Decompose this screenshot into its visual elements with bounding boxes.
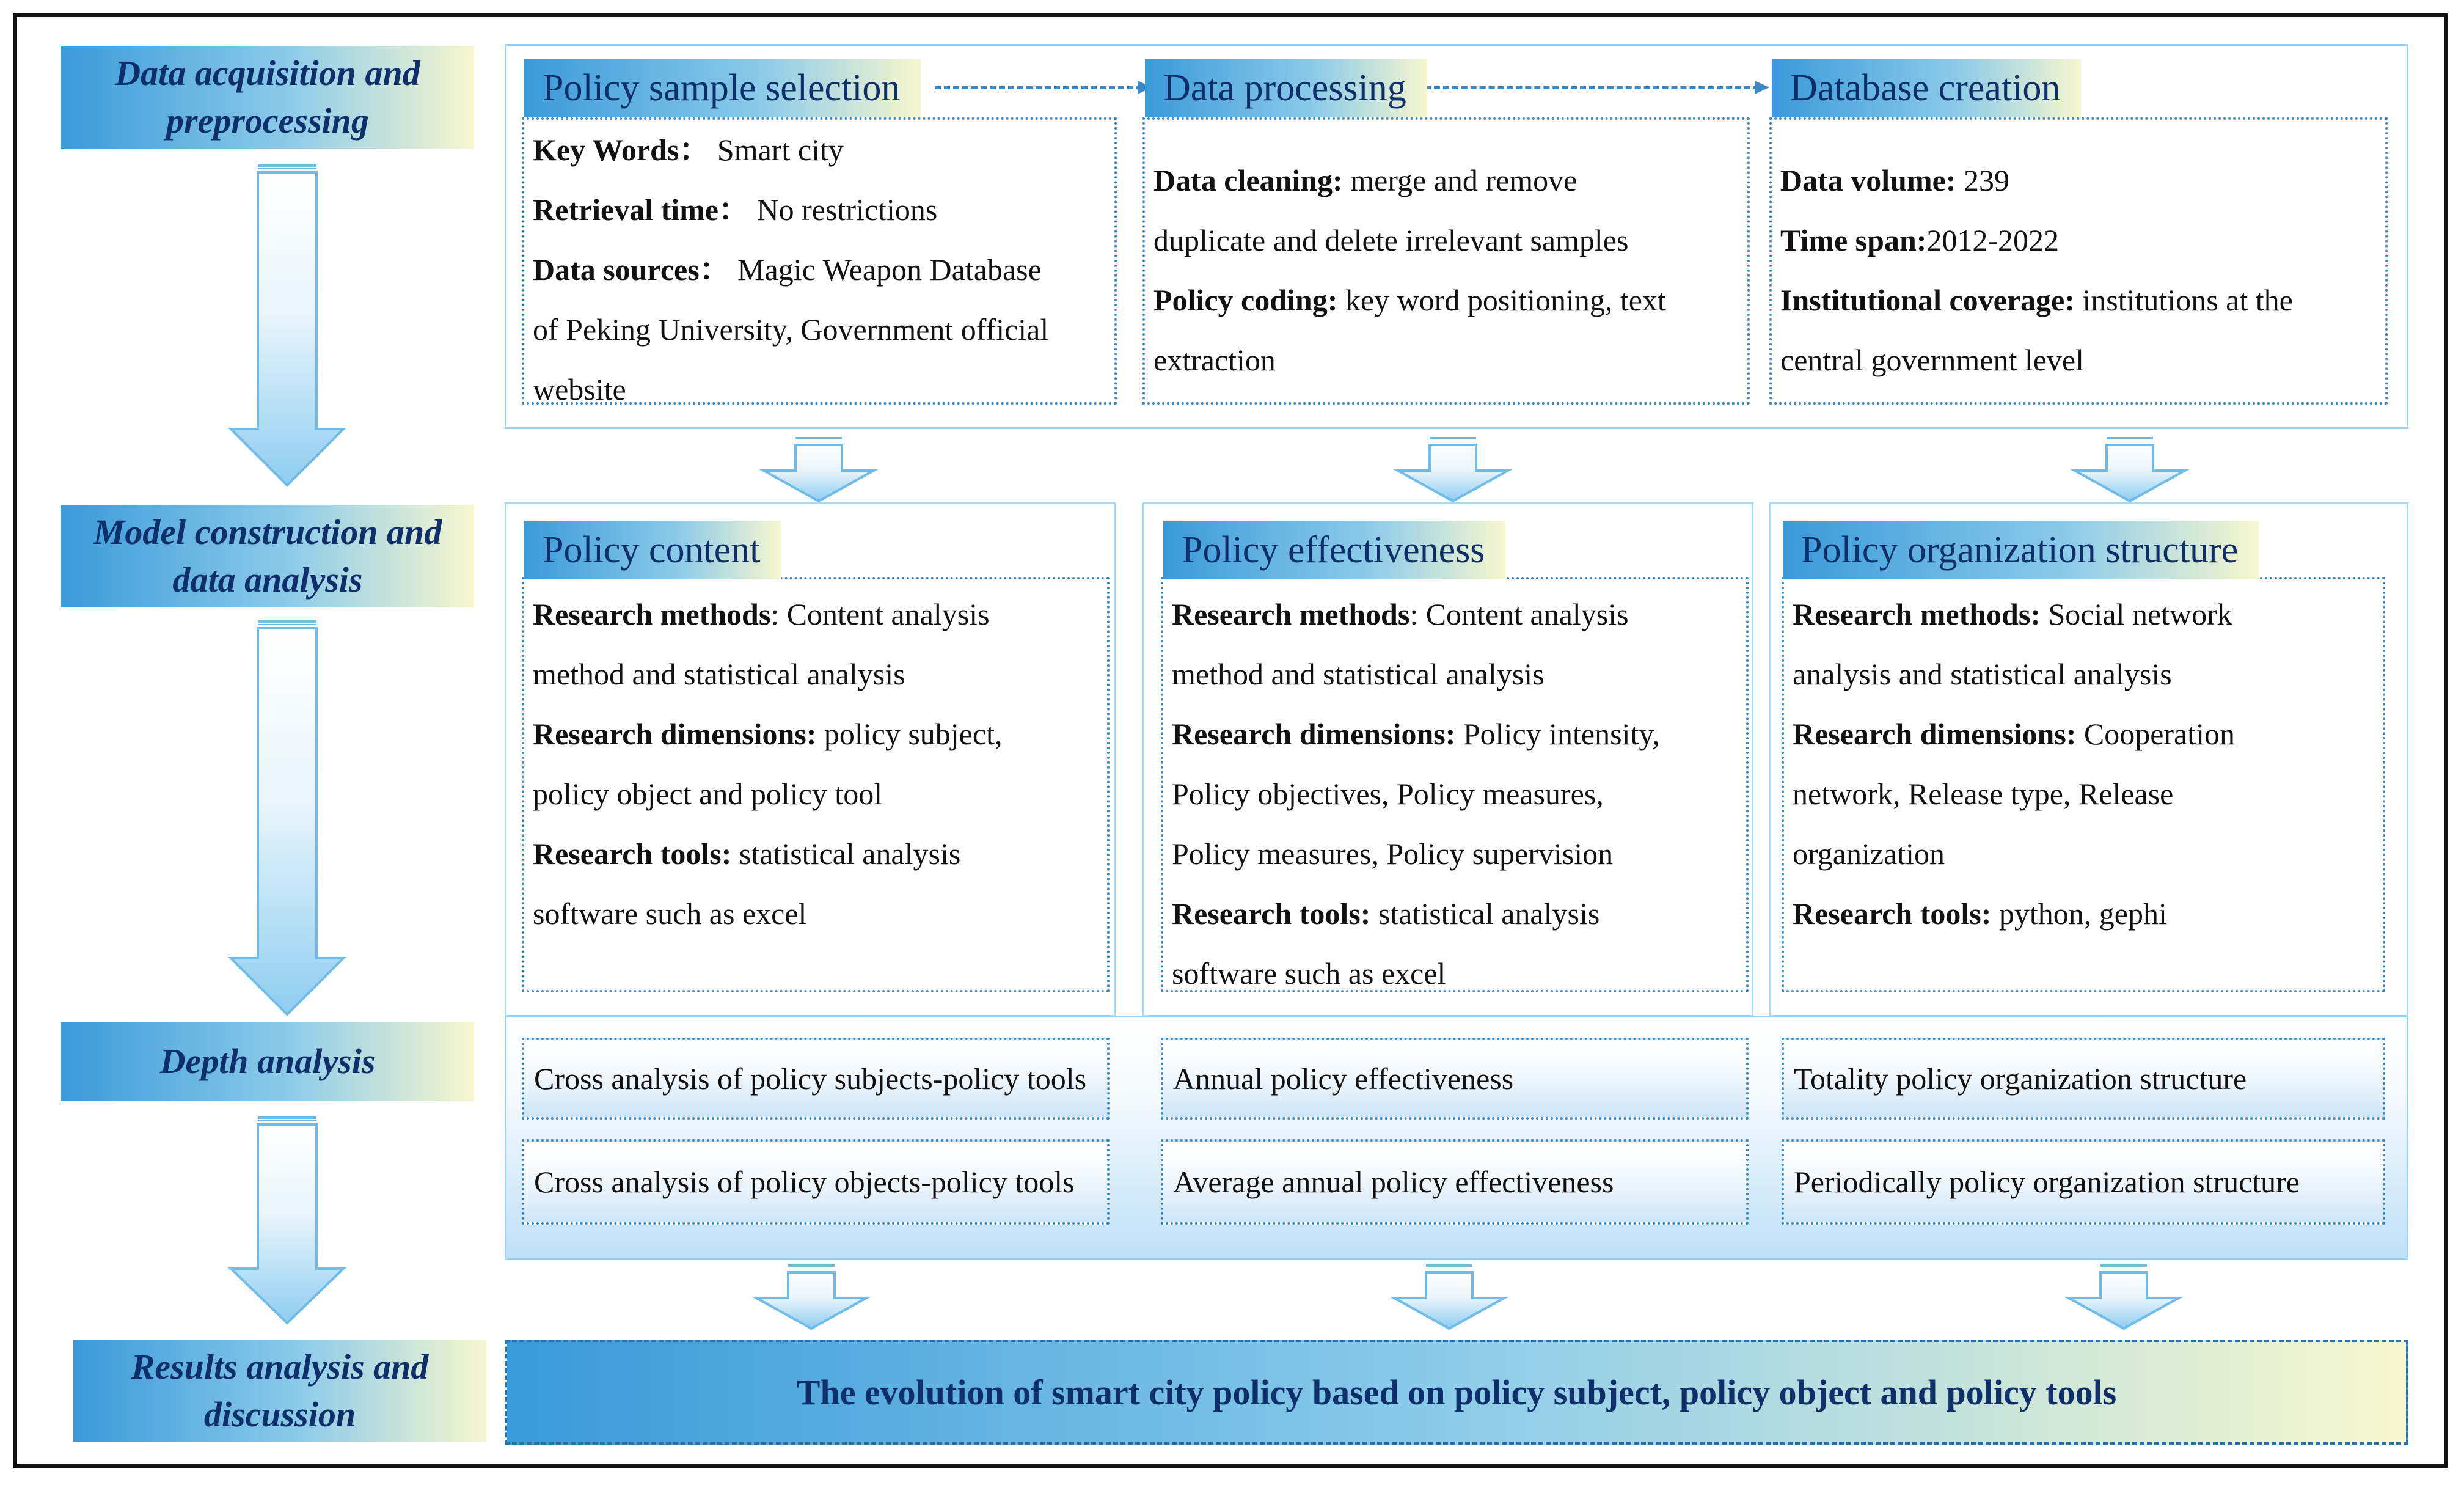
label: Research methods [1172,597,1410,631]
label: Research dimensions: [1172,717,1456,751]
depth-item-label: Totality policy organization structure [1794,1062,2247,1096]
stage-data-acquisition [61,46,474,148]
value: Policy measures, Policy supervision [1172,837,1614,871]
down-arrow-icon [750,1260,872,1332]
value: 239 [1956,163,2009,197]
depth-item-label: Annual policy effectiveness [1173,1062,1514,1096]
value: policy subject, [816,717,1003,751]
value: Smart city [709,133,844,167]
depth-item [522,1038,1110,1120]
dash-connector [935,86,1142,89]
value: central government level [1780,343,2084,377]
depth-item-label: Cross analysis of policy subjects-policy tools [534,1062,1087,1096]
value: network, Release type, Release [1793,777,2174,811]
label: Data cleaning: [1153,163,1343,197]
database-creation-text [1780,150,2379,390]
value: extraction [1153,343,1276,377]
value: of Peking University, Government official [533,312,1049,346]
value: key word positioning, text [1337,283,1666,317]
policy-content-header: Policy content [524,521,781,579]
value: software such as excel [533,897,807,931]
label: Research tools: [533,837,732,871]
value: : Content analysis [1409,597,1629,631]
value: Magic Weapon Database [729,252,1042,287]
stage-label: Depth analysis [159,1041,376,1081]
stage-label: Model construction and data analysis [93,512,442,600]
label: Retrieval time： [533,193,750,227]
policy-organization-text [1793,584,2379,944]
value: python, gephi [1991,897,2167,931]
down-arrow-icon [226,616,348,1019]
label: Research dimensions: [1793,717,2077,751]
value: analysis and statistical analysis [1793,657,2172,691]
label: Data volume: [1780,163,1956,197]
depth-item [522,1139,1110,1225]
value: No restrictions [749,193,938,227]
value: institutions at the [2074,283,2293,317]
down-arrow-icon [226,160,348,490]
result-box [505,1340,2408,1445]
down-arrow-icon [758,433,880,505]
value: Policy intensity, [1455,717,1660,751]
depth-item-label: Periodically policy organization structure [1794,1165,2300,1199]
label: Data sources： [533,252,730,287]
value: Social network [2040,597,2232,631]
down-arrow-icon [226,1112,348,1326]
label: Research methods [533,597,771,631]
sample-selection-text [533,120,1107,419]
value: statistical analysis [731,837,961,871]
stage-results [73,1340,486,1442]
value: policy object and policy tool [533,777,883,811]
down-arrow-icon [1392,433,1514,505]
label: Time span: [1780,223,1927,257]
database-creation-header: Database creation [1772,59,2081,117]
value: Policy objectives, Policy measures, [1172,777,1604,811]
value: statistical analysis [1370,897,1600,931]
stage-depth-analysis [61,1022,474,1101]
dash-connector [1425,86,1760,89]
policy-effectiveness-text [1172,584,1740,1003]
value: method and statistical analysis [533,657,905,691]
value: duplicate and delete irrelevant samples [1153,223,1629,257]
down-arrow-icon [1388,1260,1510,1332]
label: Policy coding: [1153,283,1338,317]
value: method and statistical analysis [1172,657,1545,691]
depth-item [1782,1139,2385,1225]
depth-item [1161,1139,1749,1225]
result-label: The evolution of smart city policy based on policy subject, policy object and policy tools [796,1372,2117,1412]
value: 2012-2022 [1926,223,2060,257]
value: organization [1793,837,1945,871]
stage-label: Results analysis and discussion [131,1347,429,1434]
depth-item [1782,1038,2385,1120]
data-processing-header: Data processing [1145,59,1427,117]
data-processing-text [1153,150,1740,390]
label: Research methods: [1793,597,2041,631]
label: Institutional coverage: [1780,283,2075,317]
label: Research tools: [1172,897,1371,931]
down-arrow-icon [2069,433,2191,505]
down-arrow-icon [2063,1260,2185,1332]
stage-model-construction [61,505,474,607]
policy-effectiveness-header: Policy effectiveness [1163,521,1505,579]
arrow-head-icon [1753,78,1772,97]
depth-item-label: Average annual policy effectiveness [1173,1165,1614,1199]
label: Research tools: [1793,897,1992,931]
stage-label: Data acquisition and preprocessing [115,53,420,141]
policy-content-text [533,584,1101,944]
value: website [533,372,626,406]
policy-organization-header: Policy organization structure [1783,521,2259,579]
value: merge and remove [1342,163,1577,197]
value: : Content analysis [770,597,990,631]
label: Key Words： [533,133,710,167]
value: Cooperation [2076,717,2236,751]
value: software such as excel [1172,956,1446,991]
sample-selection-header: Policy sample selection [524,59,921,117]
label: Research dimensions: [533,717,817,751]
depth-item-label: Cross analysis of policy objects-policy tools [534,1165,1075,1199]
depth-item [1161,1038,1749,1120]
